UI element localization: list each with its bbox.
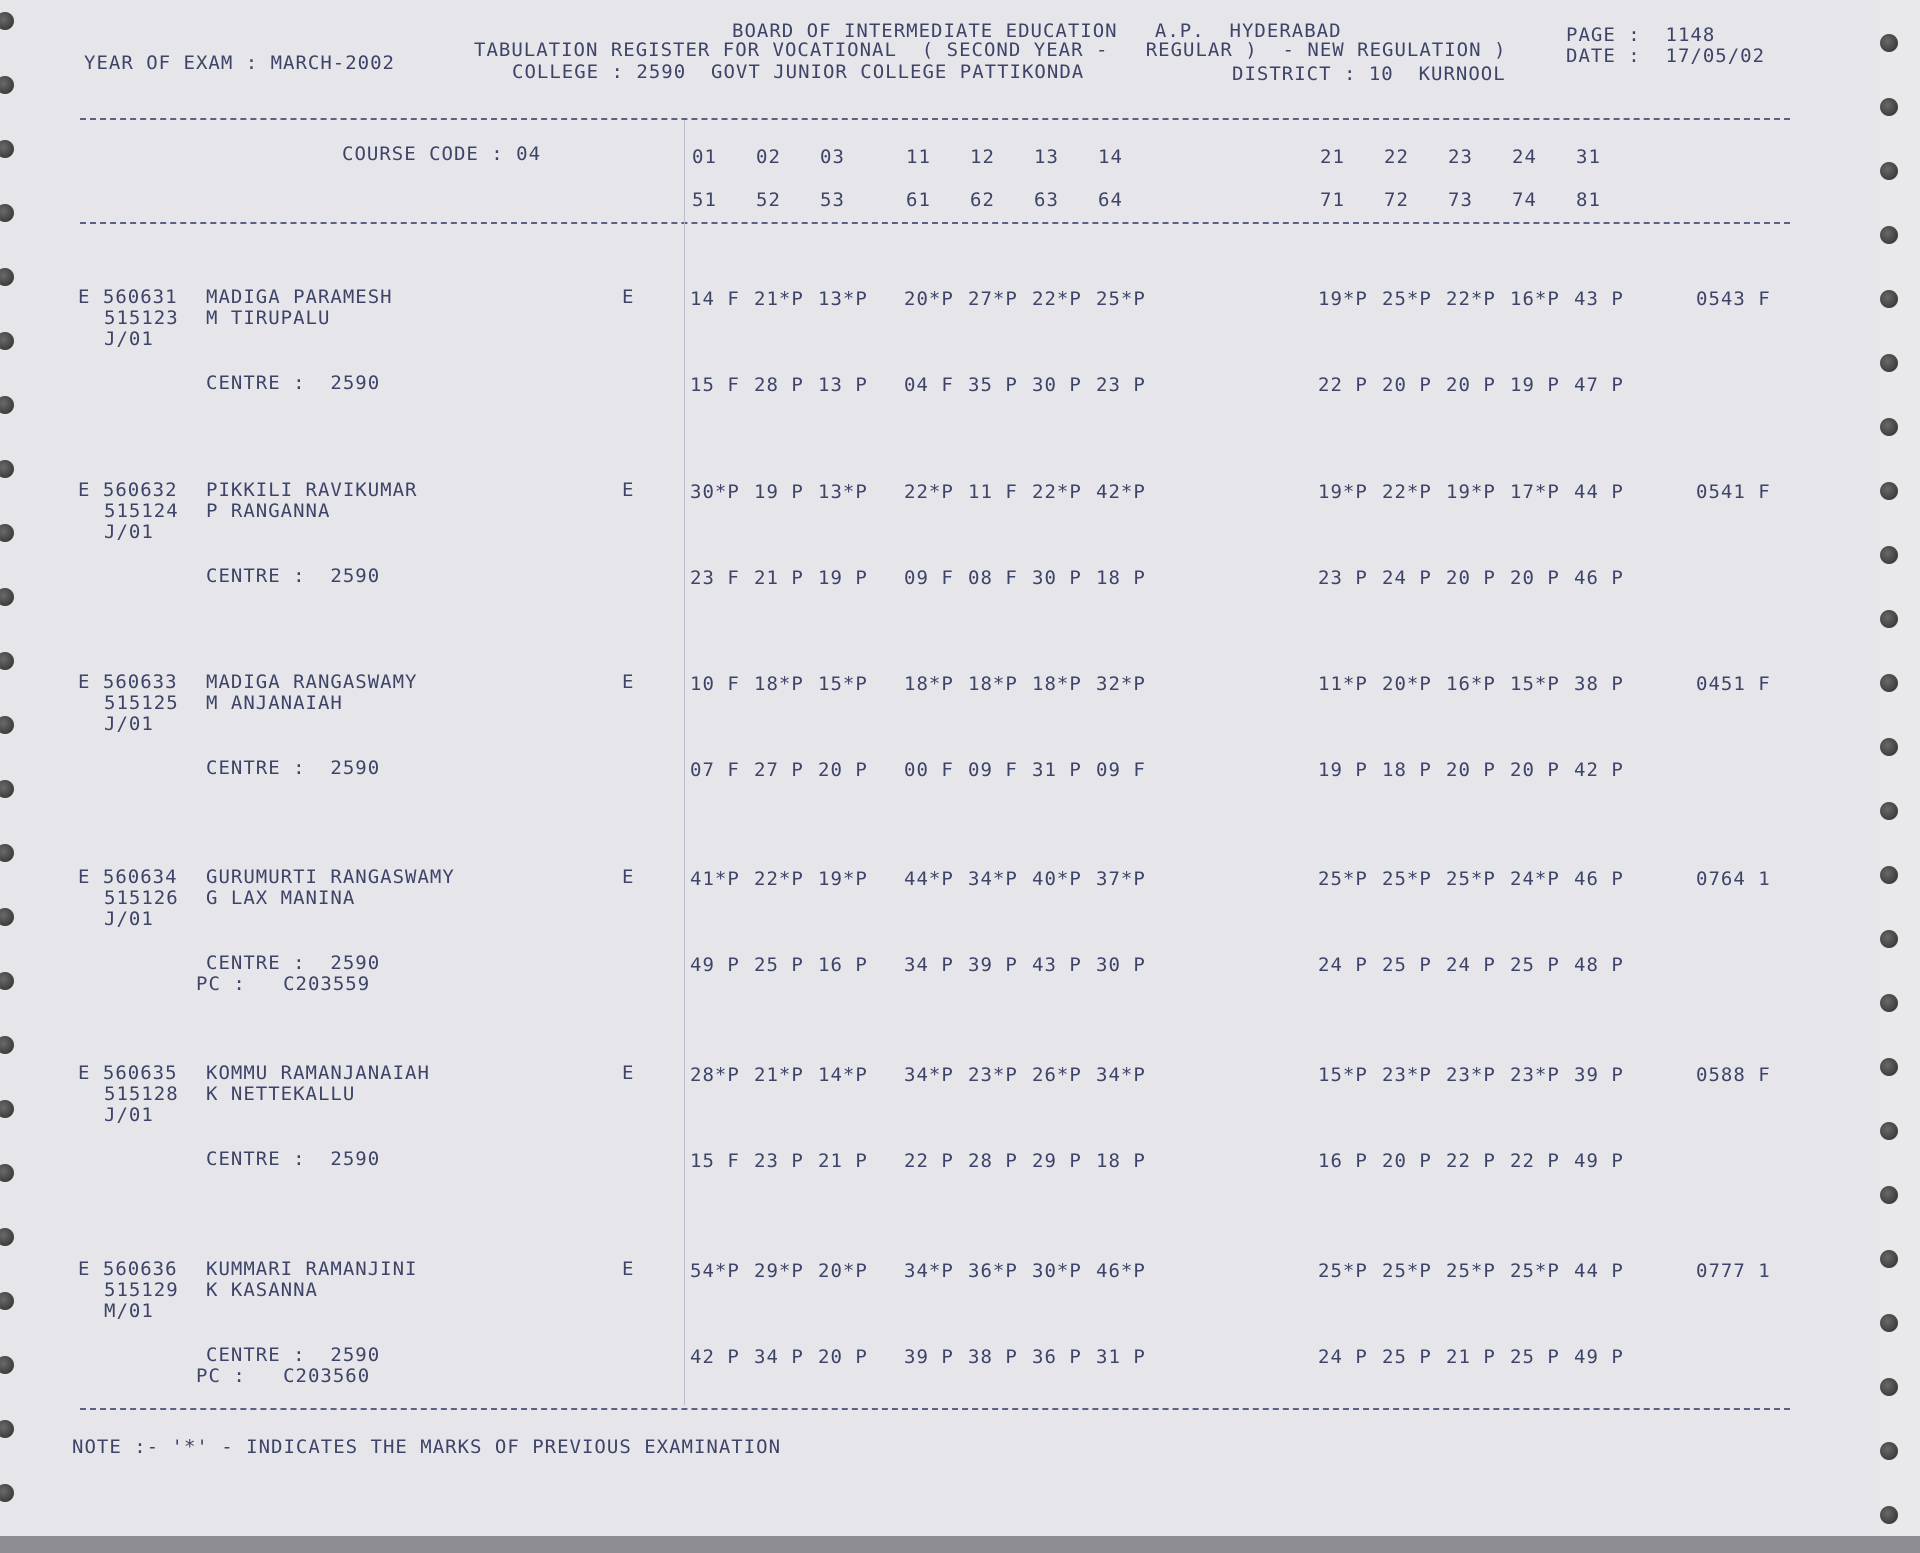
mark-cell: 44*P — [904, 868, 954, 890]
mark-cell: 46 P — [1574, 567, 1624, 589]
mark-cell: 24 P — [1318, 1346, 1368, 1368]
mark-cell: 19 P — [754, 481, 804, 503]
page-number: PAGE : 1148 — [1566, 24, 1716, 46]
mark-cell: 04 F — [904, 374, 954, 396]
perforation-hole — [0, 76, 14, 94]
parent-name: G LAX MANINA — [206, 887, 356, 909]
column-code: 61 — [906, 189, 931, 211]
mark-cell: 13*P — [818, 288, 868, 310]
mark-cell: 23 F — [690, 567, 740, 589]
hall-ticket-number: 515129 — [104, 1279, 179, 1301]
mark-cell: 20 P — [1446, 374, 1496, 396]
mark-cell: 19 P — [1510, 374, 1560, 396]
parent-name: M ANJANAIAH — [206, 692, 343, 714]
pc-number: PC : C203559 — [196, 973, 371, 995]
mark-cell: 31 P — [1032, 759, 1082, 781]
mark-cell: 54*P — [690, 1260, 740, 1282]
register-number: E 560631 — [78, 286, 178, 308]
medium-code: E — [622, 1062, 635, 1084]
mark-cell: 36*P — [968, 1260, 1018, 1282]
mark-cell: 46*P — [1096, 1260, 1146, 1282]
column-code: 23 — [1448, 146, 1473, 168]
footnote: NOTE :- '*' - INDICATES THE MARKS OF PREVIOUS EXAMINATION — [72, 1436, 782, 1458]
perforation-hole — [1880, 866, 1898, 884]
mark-cell: 30 P — [1032, 374, 1082, 396]
column-code: 51 — [692, 189, 717, 211]
mark-cell: 25*P — [1318, 1260, 1368, 1282]
column-code: 62 — [970, 189, 995, 211]
medium-code: E — [622, 286, 635, 308]
mark-cell: 20 P — [1510, 759, 1560, 781]
paper-bottom-edge — [0, 1536, 1920, 1553]
mark-cell: 44 P — [1574, 1260, 1624, 1282]
mark-cell: 19 P — [818, 567, 868, 589]
perforation-hole — [1880, 930, 1898, 948]
perforation-hole — [0, 780, 14, 798]
medium-code: E — [622, 866, 635, 888]
perforation-hole — [0, 1036, 14, 1054]
mark-cell: 20 P — [1446, 567, 1496, 589]
column-code: 21 — [1320, 146, 1345, 168]
mark-cell: 13 P — [818, 374, 868, 396]
perforation-hole — [0, 204, 14, 222]
perforation-hole — [0, 908, 14, 926]
total-result: 0764 1 — [1696, 868, 1771, 890]
column-code: 03 — [820, 146, 845, 168]
mark-cell: 25*P — [1096, 288, 1146, 310]
perforation-hole — [1880, 994, 1898, 1012]
mark-cell: 22 P — [904, 1150, 954, 1172]
mark-cell: 25 P — [1382, 954, 1432, 976]
mark-cell: 22 P — [1510, 1150, 1560, 1172]
mark-cell: 18 P — [1096, 567, 1146, 589]
mark-cell: 20 P — [818, 759, 868, 781]
mark-cell: 19*P — [1318, 288, 1368, 310]
mark-cell: 37*P — [1096, 868, 1146, 890]
student-name: PIKKILI RAVIKUMAR — [206, 479, 418, 501]
mark-cell: 18*P — [754, 673, 804, 695]
mark-cell: 22*P — [1382, 481, 1432, 503]
mark-cell: 14 F — [690, 288, 740, 310]
mark-cell: 22*P — [904, 481, 954, 503]
mark-cell: 22 P — [1318, 374, 1368, 396]
college-info: COLLEGE : 2590 GOVT JUNIOR COLLEGE PATTIKONDA — [512, 61, 1085, 83]
student-name: KUMMARI RAMANJINI — [206, 1258, 418, 1280]
mark-cell: 00 F — [904, 759, 954, 781]
mark-cell: 42 P — [690, 1346, 740, 1368]
perforation-hole — [0, 1228, 14, 1246]
parent-name: P RANGANNA — [206, 500, 331, 522]
mark-cell: 25*P — [1446, 868, 1496, 890]
mark-cell: 46 P — [1574, 868, 1624, 890]
mark-cell: 25*P — [1382, 868, 1432, 890]
mark-cell: 20*P — [818, 1260, 868, 1282]
category-code: M/01 — [104, 1300, 154, 1322]
register-title: TABULATION REGISTER FOR VOCATIONAL ( SECOND YEAR - REGULAR ) - NEW REGULATION ) — [474, 39, 1507, 61]
mark-cell: 24*P — [1510, 868, 1560, 890]
mark-cell: 25*P — [1446, 1260, 1496, 1282]
mark-cell: 23*P — [1382, 1064, 1432, 1086]
medium-code: E — [622, 671, 635, 693]
perforation-hole — [1880, 98, 1898, 116]
mark-cell: 30*P — [690, 481, 740, 503]
mark-cell: 43 P — [1574, 288, 1624, 310]
perforation-hole — [1880, 738, 1898, 756]
exam-centre: CENTRE : 2590 — [206, 952, 381, 974]
register-number: E 560636 — [78, 1258, 178, 1280]
right-perforation-holes — [1870, 0, 1910, 1553]
mark-cell: 16*P — [1446, 673, 1496, 695]
hall-ticket-number: 515128 — [104, 1083, 179, 1105]
mark-cell: 17*P — [1510, 481, 1560, 503]
parent-name: K KASANNA — [206, 1279, 318, 1301]
mark-cell: 25 P — [754, 954, 804, 976]
student-name: KOMMU RAMANJANAIAH — [206, 1062, 430, 1084]
column-code: 81 — [1576, 189, 1601, 211]
exam-centre: CENTRE : 2590 — [206, 1344, 381, 1366]
mark-cell: 20*P — [1382, 673, 1432, 695]
mark-cell: 32*P — [1096, 673, 1146, 695]
mark-cell: 15 F — [690, 374, 740, 396]
mark-cell: 30*P — [1032, 1260, 1082, 1282]
mark-cell: 20 P — [1382, 1150, 1432, 1172]
mark-cell: 48 P — [1574, 954, 1624, 976]
perforation-hole — [0, 1484, 14, 1502]
mark-cell: 27*P — [968, 288, 1018, 310]
parent-name: K NETTEKALLU — [206, 1083, 356, 1105]
mark-cell: 23 P — [1096, 374, 1146, 396]
mark-cell: 34 P — [904, 954, 954, 976]
perforation-hole — [0, 460, 14, 478]
column-code: 31 — [1576, 146, 1601, 168]
mark-cell: 38 P — [1574, 673, 1624, 695]
mark-cell: 15*P — [1318, 1064, 1368, 1086]
parent-name: M TIRUPALU — [206, 307, 331, 329]
mark-cell: 27 P — [754, 759, 804, 781]
perforation-hole — [1880, 1186, 1898, 1204]
perforation-hole — [1880, 1250, 1898, 1268]
mark-cell: 49 P — [690, 954, 740, 976]
student-name: MADIGA PARAMESH — [206, 286, 393, 308]
perforation-hole — [0, 1164, 14, 1182]
mark-cell: 26*P — [1032, 1064, 1082, 1086]
mark-cell: 22*P — [1446, 288, 1496, 310]
perforation-hole — [1880, 482, 1898, 500]
mark-cell: 47 P — [1574, 374, 1624, 396]
exam-centre: CENTRE : 2590 — [206, 757, 381, 779]
mark-cell: 22*P — [1032, 288, 1082, 310]
exam-centre: CENTRE : 2590 — [206, 372, 381, 394]
mark-cell: 14*P — [818, 1064, 868, 1086]
mark-cell: 34*P — [968, 868, 1018, 890]
mark-cell: 25 P — [1510, 954, 1560, 976]
mark-cell: 10 F — [690, 673, 740, 695]
mark-cell: 43 P — [1032, 954, 1082, 976]
mark-cell: 38 P — [968, 1346, 1018, 1368]
column-code: 52 — [756, 189, 781, 211]
year-of-exam: YEAR OF EXAM : MARCH-2002 — [84, 52, 395, 74]
perforation-hole — [0, 140, 14, 158]
category-code: J/01 — [104, 908, 154, 930]
mark-cell: 23 P — [754, 1150, 804, 1172]
perforation-hole — [1880, 354, 1898, 372]
register-number: E 560634 — [78, 866, 178, 888]
mark-cell: 19*P — [1318, 481, 1368, 503]
mark-cell: 30 P — [1032, 567, 1082, 589]
mark-cell: 20 P — [1446, 759, 1496, 781]
mark-cell: 36 P — [1032, 1346, 1082, 1368]
column-header-divider — [80, 222, 1790, 224]
register-number: E 560632 — [78, 479, 178, 501]
column-code: 22 — [1384, 146, 1409, 168]
pc-number: PC : C203560 — [196, 1365, 371, 1387]
mark-cell: 16 P — [818, 954, 868, 976]
mark-cell: 22*P — [1032, 481, 1082, 503]
category-code: J/01 — [104, 328, 154, 350]
mark-cell: 19*P — [818, 868, 868, 890]
mark-cell: 18*P — [1032, 673, 1082, 695]
mark-cell: 21 P — [818, 1150, 868, 1172]
mark-cell: 23*P — [1510, 1064, 1560, 1086]
mark-cell: 13*P — [818, 481, 868, 503]
left-perforation-holes — [0, 0, 40, 1553]
mark-cell: 15*P — [818, 673, 868, 695]
mark-cell: 19*P — [1446, 481, 1496, 503]
header-divider — [80, 118, 1790, 120]
mark-cell: 28 P — [754, 374, 804, 396]
perforation-hole — [1880, 802, 1898, 820]
mark-cell: 42 P — [1574, 759, 1624, 781]
mark-cell: 34*P — [1096, 1064, 1146, 1086]
total-result: 0543 F — [1696, 288, 1771, 310]
medium-code: E — [622, 1258, 635, 1280]
mark-cell: 44 P — [1574, 481, 1624, 503]
footer-divider — [80, 1408, 1790, 1410]
category-code: J/01 — [104, 521, 154, 543]
perforation-hole — [1880, 418, 1898, 436]
mark-cell: 18*P — [904, 673, 954, 695]
column-code: 53 — [820, 189, 845, 211]
print-date: DATE : 17/05/02 — [1566, 45, 1766, 67]
perforation-hole — [1880, 1378, 1898, 1396]
mark-cell: 28*P — [690, 1064, 740, 1086]
perforation-hole — [0, 332, 14, 350]
column-code: 11 — [906, 146, 931, 168]
mark-cell: 24 P — [1382, 567, 1432, 589]
mark-cell: 25*P — [1382, 288, 1432, 310]
mark-cell: 21*P — [754, 1064, 804, 1086]
mark-cell: 21*P — [754, 288, 804, 310]
column-code: 63 — [1034, 189, 1059, 211]
column-code: 71 — [1320, 189, 1345, 211]
perforation-hole — [0, 524, 14, 542]
mark-cell: 22 P — [1446, 1150, 1496, 1172]
category-code: J/01 — [104, 1104, 154, 1126]
perforation-hole — [0, 1292, 14, 1310]
district-info: DISTRICT : 10 KURNOOL — [1232, 63, 1506, 85]
mark-cell: 24 P — [1318, 954, 1368, 976]
hall-ticket-number: 515126 — [104, 887, 179, 909]
perforation-hole — [1880, 1506, 1898, 1524]
register-number: E 560633 — [78, 671, 178, 693]
course-code: COURSE CODE : 04 — [342, 143, 542, 165]
mark-cell: 23 P — [1318, 567, 1368, 589]
board-name: BOARD OF INTERMEDIATE EDUCATION A.P. HYDERABAD — [732, 20, 1342, 42]
column-code: 01 — [692, 146, 717, 168]
perforation-hole — [0, 1420, 14, 1438]
mark-cell: 09 F — [904, 567, 954, 589]
perforation-hole — [1880, 290, 1898, 308]
medium-code: E — [622, 479, 635, 501]
perforation-hole — [1880, 162, 1898, 180]
mark-cell: 11*P — [1318, 673, 1368, 695]
register-number: E 560635 — [78, 1062, 178, 1084]
mark-cell: 39 P — [1574, 1064, 1624, 1086]
perforation-hole — [1880, 1314, 1898, 1332]
column-code: 14 — [1098, 146, 1123, 168]
mark-cell: 09 F — [1096, 759, 1146, 781]
perforation-hole — [0, 652, 14, 670]
column-code: 24 — [1512, 146, 1537, 168]
mark-cell: 25 P — [1382, 1346, 1432, 1368]
student-name: MADIGA RANGASWAMY — [206, 671, 418, 693]
perforation-hole — [1880, 674, 1898, 692]
total-result: 0588 F — [1696, 1064, 1771, 1086]
perforation-hole — [1880, 610, 1898, 628]
mark-cell: 21 P — [754, 567, 804, 589]
mark-cell: 29*P — [754, 1260, 804, 1282]
column-code: 74 — [1512, 189, 1537, 211]
mark-cell: 20*P — [904, 288, 954, 310]
mark-cell: 39 P — [968, 954, 1018, 976]
mark-cell: 23*P — [1446, 1064, 1496, 1086]
mark-cell: 15*P — [1510, 673, 1560, 695]
mark-cell: 25*P — [1510, 1260, 1560, 1282]
column-code: 12 — [970, 146, 995, 168]
mark-cell: 22*P — [754, 868, 804, 890]
total-result: 0541 F — [1696, 481, 1771, 503]
perforation-hole — [0, 396, 14, 414]
hall-ticket-number: 515123 — [104, 307, 179, 329]
mark-cell: 16*P — [1510, 288, 1560, 310]
mark-cell: 25*P — [1382, 1260, 1432, 1282]
perforation-hole — [0, 716, 14, 734]
hall-ticket-number: 515125 — [104, 692, 179, 714]
mark-cell: 28 P — [968, 1150, 1018, 1172]
mark-cell: 34*P — [904, 1260, 954, 1282]
mark-cell: 08 F — [968, 567, 1018, 589]
student-name: GURUMURTI RANGASWAMY — [206, 866, 455, 888]
mark-cell: 41*P — [690, 868, 740, 890]
perforation-hole — [1880, 34, 1898, 52]
column-code: 02 — [756, 146, 781, 168]
mark-cell: 24 P — [1446, 954, 1496, 976]
mark-cell: 34*P — [904, 1064, 954, 1086]
column-code: 13 — [1034, 146, 1059, 168]
mark-cell: 25*P — [1318, 868, 1368, 890]
mark-cell: 19 P — [1318, 759, 1368, 781]
column-code: 72 — [1384, 189, 1409, 211]
mark-cell: 18 P — [1382, 759, 1432, 781]
mark-cell: 49 P — [1574, 1150, 1624, 1172]
column-code: 64 — [1098, 189, 1123, 211]
exam-centre: CENTRE : 2590 — [206, 565, 381, 587]
mark-cell: 40*P — [1032, 868, 1082, 890]
mark-cell: 21 P — [1446, 1346, 1496, 1368]
perforation-hole — [0, 1356, 14, 1374]
mark-cell: 20 P — [1382, 374, 1432, 396]
mark-cell: 07 F — [690, 759, 740, 781]
mark-cell: 49 P — [1574, 1346, 1624, 1368]
column-guide — [684, 120, 685, 1405]
perforation-hole — [0, 12, 14, 30]
total-result: 0777 1 — [1696, 1260, 1771, 1282]
hall-ticket-number: 515124 — [104, 500, 179, 522]
mark-cell: 39 P — [904, 1346, 954, 1368]
perforation-hole — [0, 588, 14, 606]
mark-cell: 15 F — [690, 1150, 740, 1172]
perforation-hole — [0, 268, 14, 286]
mark-cell: 25 P — [1510, 1346, 1560, 1368]
mark-cell: 35 P — [968, 374, 1018, 396]
column-code: 73 — [1448, 189, 1473, 211]
perforation-hole — [0, 1100, 14, 1118]
mark-cell: 30 P — [1096, 954, 1146, 976]
perforation-hole — [0, 844, 14, 862]
mark-cell: 20 P — [1510, 567, 1560, 589]
total-result: 0451 F — [1696, 673, 1771, 695]
mark-cell: 29 P — [1032, 1150, 1082, 1172]
perforation-hole — [0, 972, 14, 990]
perforation-hole — [1880, 546, 1898, 564]
mark-cell: 09 F — [968, 759, 1018, 781]
perforation-hole — [1880, 1122, 1898, 1140]
mark-cell: 34 P — [754, 1346, 804, 1368]
exam-centre: CENTRE : 2590 — [206, 1148, 381, 1170]
mark-cell: 11 F — [968, 481, 1018, 503]
mark-cell: 18*P — [968, 673, 1018, 695]
perforation-hole — [1880, 1058, 1898, 1076]
mark-cell: 42*P — [1096, 481, 1146, 503]
perforation-hole — [1880, 226, 1898, 244]
perforation-hole — [1880, 1442, 1898, 1460]
mark-cell: 31 P — [1096, 1346, 1146, 1368]
category-code: J/01 — [104, 713, 154, 735]
mark-cell: 16 P — [1318, 1150, 1368, 1172]
mark-cell: 23*P — [968, 1064, 1018, 1086]
mark-cell: 18 P — [1096, 1150, 1146, 1172]
mark-cell: 20 P — [818, 1346, 868, 1368]
